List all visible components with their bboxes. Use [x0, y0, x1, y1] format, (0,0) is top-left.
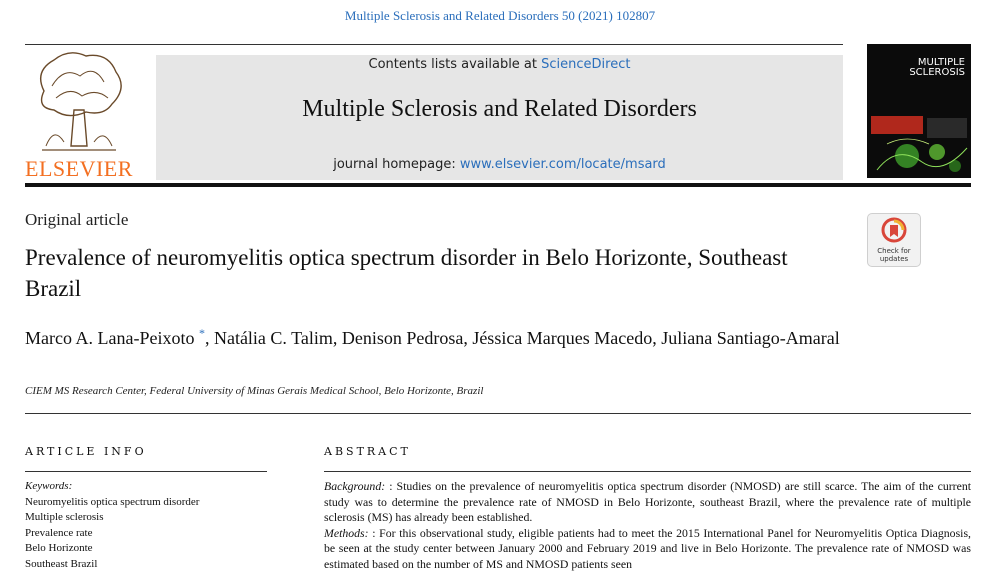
badge-line1: Check for: [877, 247, 911, 255]
contents-prefix: Contents lists available at: [368, 57, 542, 72]
authors-rest: , Natália C. Talim, Denison Pedrosa, Jéssica Marques Macedo, Juliana Santiago-Amaral: [204, 328, 840, 348]
tree-logo-icon: [24, 46, 134, 158]
article-info-heading: ARTICLE INFO: [25, 445, 147, 458]
keyword-item: Southeast Brazil: [25, 557, 98, 570]
corresponding-author-mark[interactable]: *: [198, 326, 205, 340]
background-text: : Studies on the prevalence of neuromyelitis optica spectrum disorder (NMOSD) are still scarce. The aim of the current study was to determine the prevalence rate of NMOSD in Belo Horizonte, southeast Brazil, where the prevalence rate of multiple sclerosis (MS) has already been established.: [324, 479, 971, 525]
check-for-updates-badge[interactable]: [867, 213, 921, 267]
header-top-rule: [25, 44, 843, 45]
elsevier-wordmark: ELSEVIER: [25, 156, 133, 181]
journal-homepage-link[interactable]: www.elsevier.com/locate/msard: [459, 157, 666, 172]
background-label: Background:: [324, 479, 386, 493]
article-type: Original article: [25, 210, 129, 229]
journal-title: Multiple Sclerosis and Related Disorders: [302, 96, 697, 122]
author-list: [25, 322, 845, 350]
article-title: Prevalence of neuromyelitis optica spectrum disorder in Belo Horizonte, Southeast Brazil: [25, 245, 788, 301]
affiliation: CIEM MS Research Center, Federal University of Minas Gerais Medical School, Belo Horizonte, Brazil: [25, 385, 484, 397]
methods-text: : For this observational study, eligible patients had to meet the 2015 International Panel for Neuromyelitis Optica Diagnosis, be seen at the study center between January 2000 and February 2019 and live in Belo Horizonte. The prevalence rate of NMOSD was estimated based on the number of MS and NMOSD patients seen: [324, 525, 971, 571]
cover-art-icon: [867, 44, 971, 178]
header-bottom-rule: [25, 183, 971, 187]
methods-label: Methods:: [324, 525, 369, 540]
contents-line: [156, 57, 843, 72]
keyword-item: Neuromyelitis optica spectrum disorder: [25, 495, 200, 508]
keywords-label: Keywords:: [25, 480, 73, 492]
badge-label: [868, 247, 920, 263]
section-divider: [25, 413, 971, 414]
homepage-prefix: journal homepage:: [333, 157, 460, 172]
author-name[interactable]: Marco A. Lana-Peixoto: [25, 328, 195, 348]
abstract-body: [324, 479, 971, 573]
cover-title-line1: MULTIPLE: [917, 57, 965, 68]
elsevier-logo[interactable]: [24, 46, 134, 181]
journal-citation[interactable]: Multiple Sclerosis and Related Disorders 50 (2021) 102807: [344, 8, 656, 23]
check-updates-icon: [881, 217, 907, 243]
journal-cover[interactable]: [867, 44, 971, 178]
keyword-item: Multiple sclerosis: [25, 511, 104, 524]
abstract-background: [324, 479, 971, 526]
abstract-methods: [324, 526, 971, 573]
cover-title-line2: SCLEROSIS: [909, 67, 965, 78]
abstract-rule: [324, 471, 971, 472]
keywords-list: [25, 479, 285, 573]
badge-line2: updates: [879, 255, 909, 263]
article-info-rule: [25, 471, 267, 472]
sciencedirect-link[interactable]: ScienceDirect: [541, 57, 631, 72]
keyword-item: Prevalence rate: [25, 526, 93, 539]
homepage-line: [156, 157, 843, 172]
keyword-item: Belo Horizonte: [25, 542, 93, 555]
abstract-heading: ABSTRACT: [324, 445, 411, 458]
